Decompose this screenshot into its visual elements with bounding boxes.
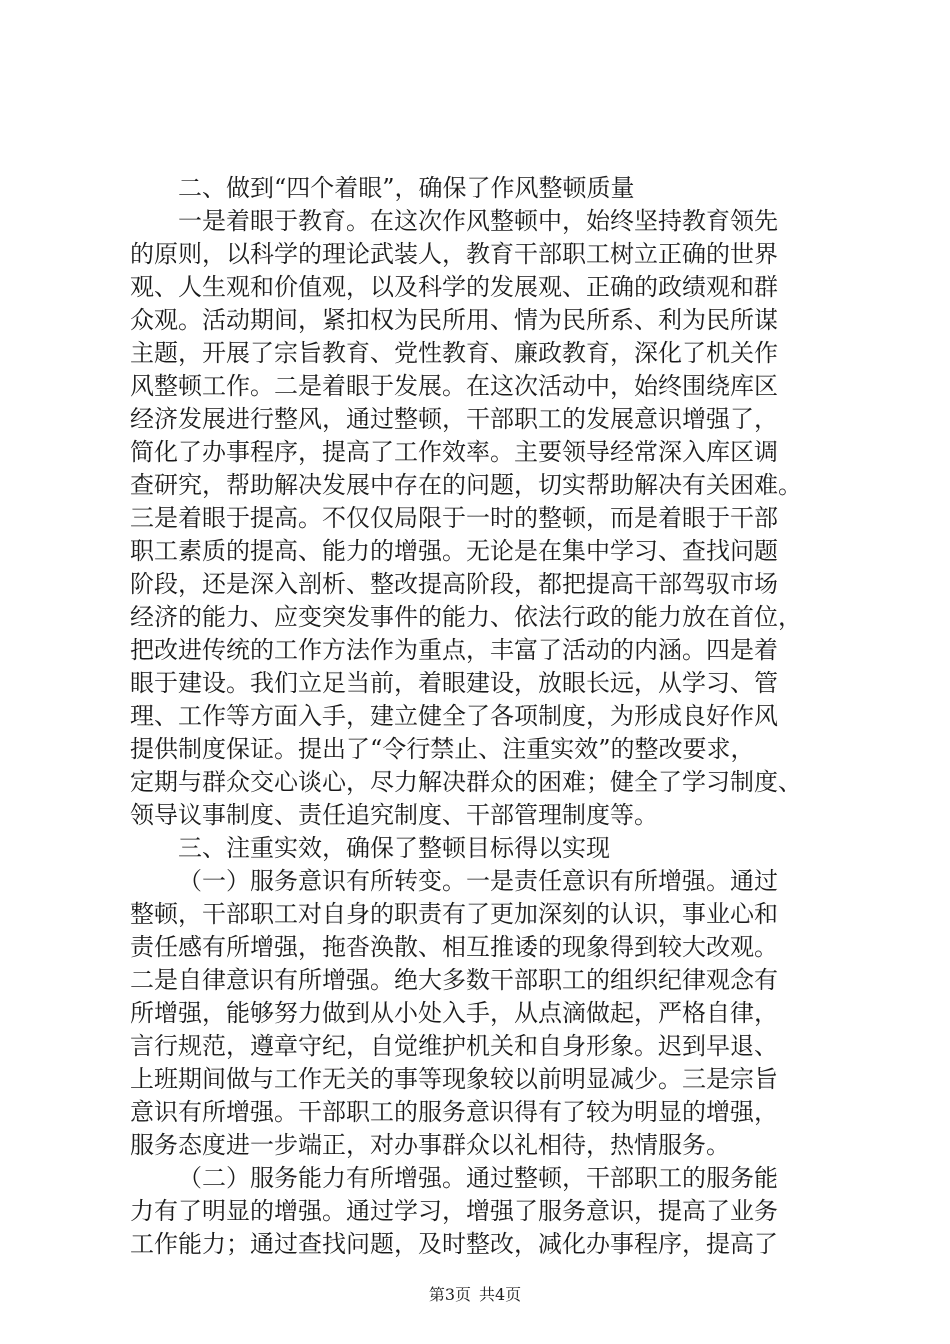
paragraph-line: 二是自律意识有所增强。绝大多数干部职工的组织纪律观念有 (130, 966, 778, 994)
paragraph-line: 言行规范，遵章守纪，自觉维护机关和自身形象。迟到早退、 (130, 1032, 778, 1060)
paragraph-line: 服务态度进一步端正，对办事群众以礼相待，热情服务。 (130, 1131, 730, 1159)
paragraph-line: 定期与群众交心谈心，尽力解决群众的困难；健全了学习制度、 (130, 768, 802, 796)
section-heading: 二、做到“四个着眼”，确保了作风整顿质量 (178, 174, 635, 202)
paragraph-line: 意识有所增强。干部职工的服务意识得有了较为明显的增强， (130, 1098, 778, 1126)
paragraph-line: 众观。活动期间，紧扣权为民所用、情为民所系、利为民所谋 (130, 306, 778, 334)
paragraph-line: 理、工作等方面入手，建立健全了各项制度，为形成良好作风 (130, 702, 778, 730)
paragraph-line: 的原则，以科学的理论武装人，教育干部职工树立正确的世界 (130, 240, 778, 268)
paragraph-line: 查研究，帮助解决发展中存在的问题，切实帮助解决有关困难。 (130, 471, 802, 499)
paragraph-line: （二）服务能力有所增强。通过整顿，干部职工的服务能 (178, 1164, 778, 1192)
document-body (130, 172, 830, 1261)
page-number: 第3页 (428, 1285, 471, 1304)
paragraph-line: 一是着眼于教育。在这次作风整顿中，始终坚持教育领先 (178, 207, 778, 235)
paragraph-line: （一）服务意识有所转变。一是责任意识有所增强。通过 (178, 867, 778, 895)
paragraph-line: 三是着眼于提高。不仅仅局限于一时的整顿，而是着眼于干部 (130, 504, 778, 532)
paragraph-line: 把改进传统的工作方法作为重点，丰富了活动的内涵。四是着 (130, 636, 778, 664)
paragraph-line: 提供制度保证。提出了“令行禁止、注重实效”的整改要求， (130, 735, 755, 763)
paragraph-line: 风整顿工作。二是着眼于发展。在这次活动中，始终围绕库区 (130, 372, 778, 400)
paragraph-line: 工作能力；通过查找问题，及时整改，减化办事程序，提高了 (130, 1230, 778, 1258)
paragraph-line: 力有了明显的增强。通过学习，增强了服务意识，提高了业务 (130, 1197, 778, 1225)
page-footer (0, 1280, 950, 1310)
paragraph-line: 职工素质的提高、能力的增强。无论是在集中学习、查找问题 (130, 537, 778, 565)
paragraph-line: 主题，开展了宗旨教育、党性教育、廉政教育，深化了机关作 (130, 339, 778, 367)
paragraph-line: 观、人生观和价值观，以及科学的发展观、正确的政绩观和群 (130, 273, 778, 301)
page-total: 共4页 (479, 1285, 522, 1304)
paragraph-line: 眼于建设。我们立足当前，着眼建设，放眼长远，从学习、管 (130, 669, 778, 697)
section-heading: 三、注重实效，确保了整顿目标得以实现 (178, 834, 610, 862)
paragraph-line: 所增强，能够努力做到从小处入手，从点滴做起，严格自律， (130, 999, 778, 1027)
paragraph-line: 简化了办事程序，提高了工作效率。主要领导经常深入库区调 (130, 438, 778, 466)
paragraph-line: 上班期间做与工作无关的事等现象较以前明显减少。三是宗旨 (130, 1065, 778, 1093)
paragraph-line: 领导议事制度、责任追究制度、干部管理制度等。 (130, 801, 658, 829)
paragraph-line: 阶段，还是深入剖析、整改提高阶段，都把提高干部驾驭市场 (130, 570, 778, 598)
paragraph-line: 责任感有所增强，拖沓涣散、相互推诿的现象得到较大改观。 (130, 933, 778, 961)
paragraph-line: 经济发展进行整风，通过整顿，干部职工的发展意识增强了， (130, 405, 778, 433)
paragraph-line: 经济的能力、应变突发事件的能力、依法行政的能力放在首位， (130, 603, 802, 631)
paragraph-line: 整顿，干部职工对自身的职责有了更加深刻的认识，事业心和 (130, 900, 778, 928)
